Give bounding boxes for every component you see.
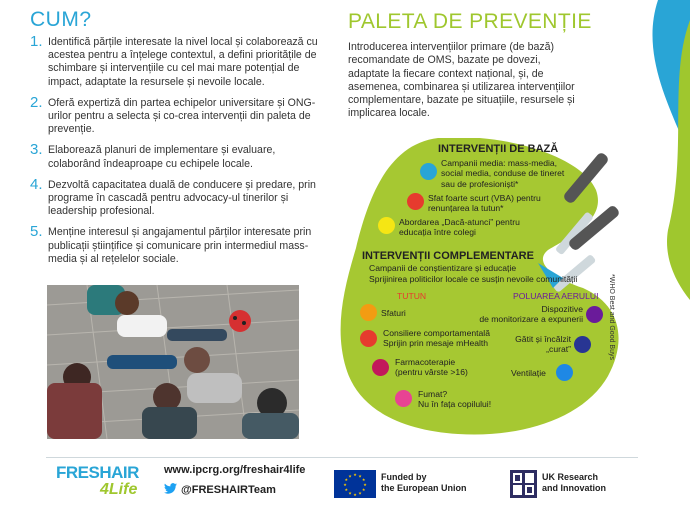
bullet-dot: [556, 364, 573, 381]
bullet-dot: [360, 304, 377, 321]
tobacco-item-advice: Sfaturi: [381, 308, 406, 318]
svg-text:★: ★: [353, 472, 357, 477]
complementary-line-2: Sprijinirea politicilor locale ce susțin nevoile comunității: [369, 274, 578, 284]
svg-text:★: ★: [358, 473, 362, 479]
tobacco-item-counselling: Consiliere comportamentală Sprijin prin mesaje mHealth: [383, 328, 490, 349]
bullet-dot: [395, 390, 412, 407]
freshair4life-logo: [56, 459, 146, 501]
who-footnote: *WHO Best and Good Buys: [608, 274, 615, 360]
ukri-logo-icon: [510, 470, 537, 498]
base-item-if-then: Abordarea „Dacă-atunci” pentru educația între colegi: [399, 217, 520, 238]
step-number: 4.: [30, 175, 43, 193]
air-item-monitoring: Dispozitive de monitorizare a expunerii: [479, 304, 583, 325]
air-item-ventilation: Ventilație: [511, 368, 546, 378]
svg-text:★: ★: [363, 482, 367, 487]
teenagers-photo: [47, 285, 299, 439]
bullet-dot: [407, 193, 424, 210]
step-text: Dezvoltă capacitatea duală de conducere și predare, prin programe în cascadă pentru advocacy-ul tinerilor și leadership profesional.: [48, 178, 316, 218]
list-item: [30, 223, 325, 266]
twitter-icon: [164, 483, 177, 494]
eu-funding-text: Funded by the European Union: [381, 472, 467, 493]
logo-text-top: FRESHAIR: [56, 463, 139, 482]
steps-list: [30, 33, 325, 274]
step-number: 1.: [30, 33, 43, 50]
complementary-line-1: Campanii de conștientizare și educație: [369, 263, 517, 273]
bullet-dot: [420, 163, 437, 180]
website-link[interactable]: www.ipcrg.org/freshair4life: [164, 464, 306, 476]
air-pollution-label: POLUAREA AERULUI: [513, 291, 599, 301]
complementary-interventions-title: INTERVENȚII COMPLEMENTARE: [362, 250, 534, 262]
list-item: [30, 141, 325, 170]
paleta-intro: Introducerea intervențiilor primare (de bază) recomandate de OMS, bazate pe dovezi, adaptate la fiecare context național, și, de asemenea, combinarea și utilizarea intervențiilor complementare, bazate pe situațiile, resursele și implicarea locale.: [348, 41, 575, 120]
base-item-media: Campanii media: mass-media, social media, conduse de tineret sau de profesioniști*: [441, 158, 565, 189]
logo-text-bottom: 4Life: [100, 481, 138, 498]
list-item: [30, 175, 325, 219]
step-number: 2.: [30, 93, 43, 111]
list-item: [30, 93, 325, 137]
tobacco-item-smoking: Fumat? Nu în fața copilului!: [418, 389, 492, 410]
svg-text:★: ★: [343, 482, 347, 487]
step-text: Identifică părțile interesate la nivel local și colaborează cu acestea pentru a înțelege contextul, a defini prioritățile de schimbare și intervențiile cu cel mai mare potențial de impact, adaptate la resursele și nevoile locale.: [48, 36, 318, 88]
base-interventions-title: INTERVENȚII DE BAZĂ: [438, 143, 559, 155]
svg-text:★: ★: [348, 490, 352, 496]
tobacco-item-pharmacotherapy: Farmacoterapie (pentru vârste >16): [395, 357, 468, 378]
paleta-title: PALETA DE PREVENȚIE: [348, 10, 592, 33]
bullet-dot: [574, 336, 591, 353]
svg-text:★: ★: [353, 492, 357, 497]
step-text: Menține interesul și angajamentul părților interesate prin publicații științifice și comunicare prin intermediul mass-media și al rețelelor sociale.: [48, 226, 312, 265]
svg-text:★: ★: [358, 490, 362, 496]
base-item-vba: Sfat foarte scurt (VBA) pentru renunțarea la tutun*: [428, 193, 541, 214]
step-number: 3.: [30, 141, 43, 159]
footer-divider: [46, 457, 638, 458]
svg-text:★: ★: [344, 477, 349, 482]
air-item-cooking: Gătit și încălzit „curat”: [515, 334, 571, 355]
twitter-handle[interactable]: @FRESHAIRTeam: [164, 483, 276, 496]
step-text: Elaborează planuri de implementare și evaluare, colaborând îndeaproape cu echipele locale.: [48, 144, 276, 170]
eu-flag-icon: [334, 470, 376, 498]
bullet-dot: [360, 330, 377, 347]
tobacco-label: TUTUN: [397, 291, 427, 301]
svg-text:★: ★: [361, 487, 366, 492]
svg-text:★: ★: [344, 487, 349, 492]
list-item: [30, 33, 325, 89]
svg-text:★: ★: [348, 473, 352, 479]
bullet-dot: [372, 359, 389, 376]
step-number: 5.: [30, 223, 43, 241]
step-text: Oferă expertiză din partea echipelor universitare și ONG-urilor pentru a selecta și co-crea intervenții din paleta de prevenție.: [48, 96, 316, 136]
bullet-dot: [378, 217, 395, 234]
svg-text:★: ★: [361, 477, 366, 482]
ukri-text: UK Research and Innovation: [542, 472, 606, 493]
cum-title: CUM?: [30, 8, 92, 31]
bullet-dot: [586, 306, 603, 323]
